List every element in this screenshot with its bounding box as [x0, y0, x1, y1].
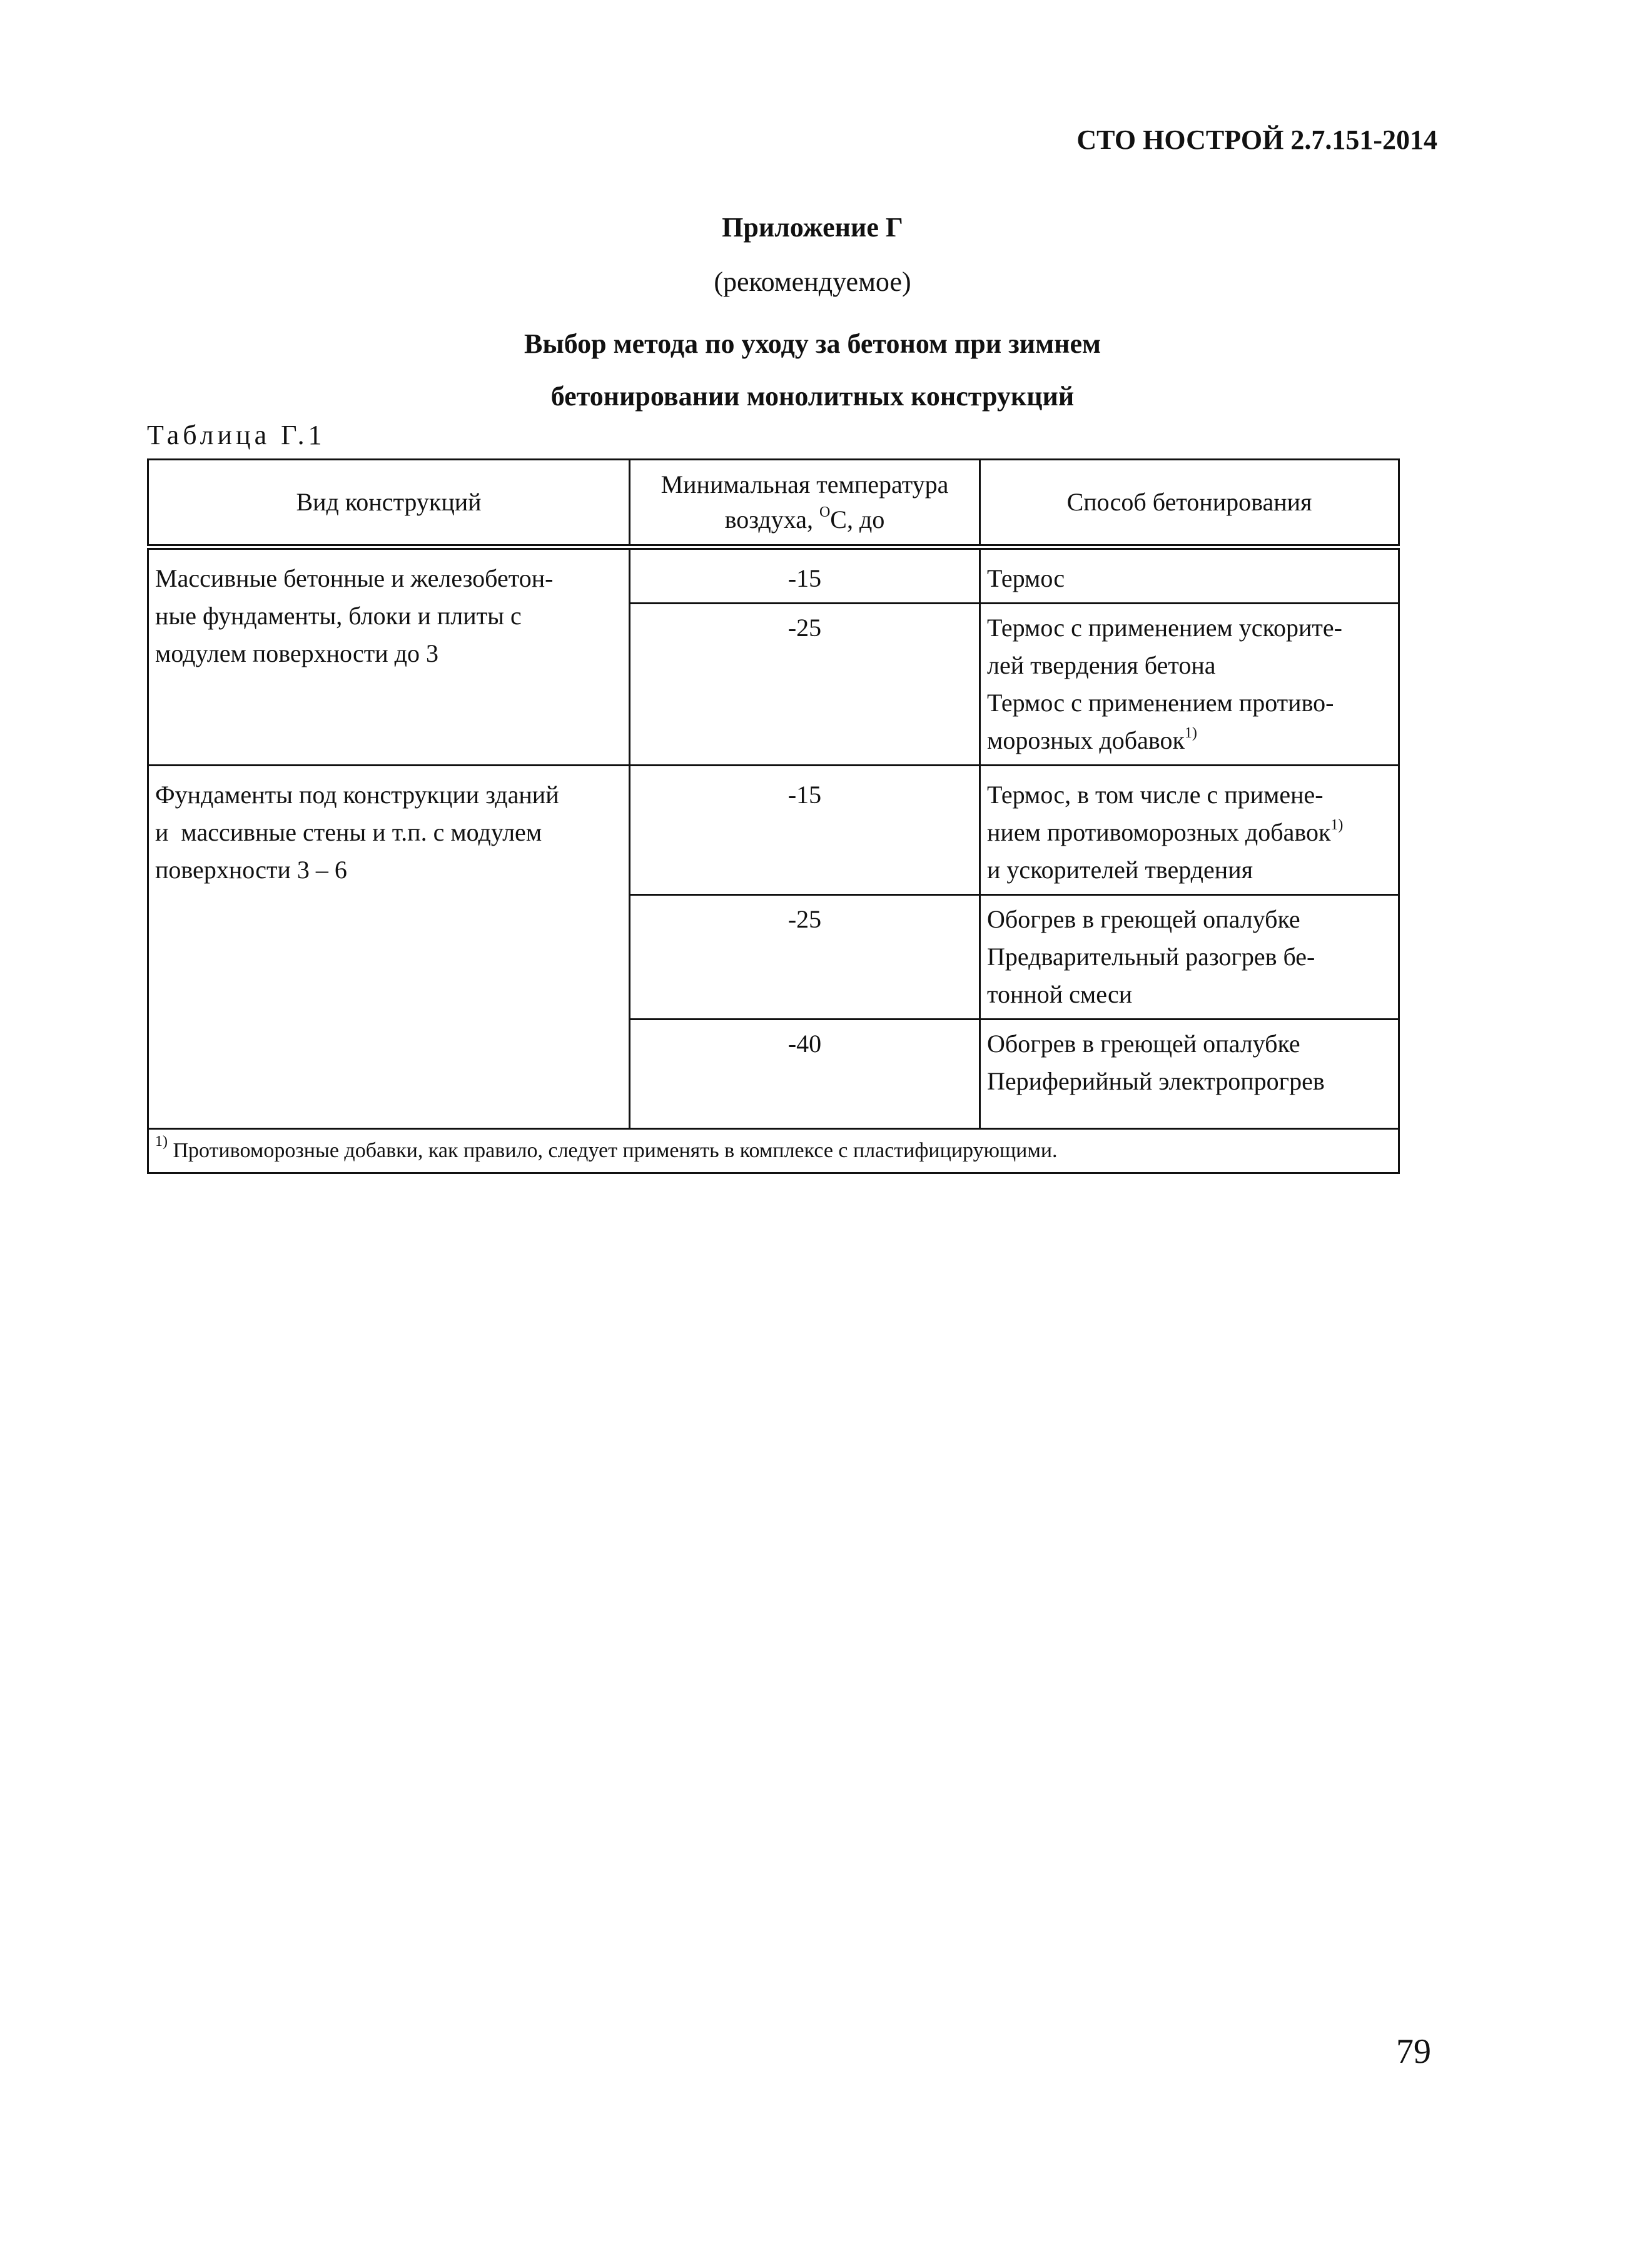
type-line: поверхности 3 – 6 [155, 856, 347, 884]
temperature-cell: -25 [630, 604, 980, 766]
footnote-cell [148, 1129, 1399, 1173]
header-temp-post: С, до [830, 505, 885, 534]
header-concreting-method: Способ бетонирования [980, 460, 1399, 547]
table-footnote-row [148, 1129, 1399, 1173]
type-line: ные фундаменты, блоки и плиты с [155, 602, 522, 630]
table-row [148, 547, 1399, 604]
temperature-cell: -40 [630, 1020, 980, 1129]
type-line: Массивные бетонные и железобетон- [155, 564, 554, 592]
table-row [148, 766, 1399, 895]
temperature-cell: -15 [630, 547, 980, 604]
header-min-temperature-line1: Минимальная температура [661, 470, 949, 499]
method-line: и ускорителей твердения [987, 856, 1253, 884]
page-number: 79 [1396, 2032, 1431, 2071]
construction-type-cell [148, 547, 630, 766]
method-line: Термос, в том числе с примене- [987, 781, 1324, 809]
appendix-heading-line1: Выбор метода по уходу за бетоном при зимнем [524, 328, 1101, 359]
footnote-text: Противоморозные добавки, как правило, следует применять в комплексе с пластифицирующими. [168, 1139, 1058, 1162]
type-line: и массивные стены и т.п. с модулем [155, 818, 542, 846]
method-line: Термос [987, 564, 1065, 592]
method-line: лей твердения бетона [987, 651, 1216, 679]
method-line: тонной смеси [987, 980, 1133, 1008]
appendix-status: (рекомендуемое) [714, 266, 911, 297]
temperature-cell: -15 [630, 766, 980, 895]
method-line [987, 722, 1392, 759]
appendix-heading-line2: бетонировании монолитных конструкций [550, 381, 1075, 412]
method-line-text: нием противоморозных добавок [987, 818, 1331, 846]
header-min-temperature-line2 [637, 502, 973, 537]
appendix-title: Приложение Г [722, 212, 903, 243]
header-construction-type: Вид конструкций [148, 460, 630, 547]
type-line: Фундаменты под конструкции зданий [155, 781, 559, 809]
method-line-text: морозных добавок [987, 726, 1185, 754]
winter-concreting-table [147, 458, 1398, 1174]
appendix-heading [0, 318, 1625, 423]
method-line: Периферийный электропрогрев [987, 1067, 1325, 1095]
document-code: СТО НОСТРОЙ 2.7.151-2014 [1076, 124, 1437, 155]
footnote-ref: 1) [1330, 817, 1344, 833]
table-header-row [148, 460, 1399, 547]
method-line [987, 814, 1392, 851]
method-line: Обогрев в греющей опалубке [987, 905, 1300, 933]
footnote-ref: 1) [1184, 725, 1197, 741]
method-line: Термос с применением противо- [987, 689, 1334, 717]
method-cell [980, 766, 1399, 895]
header-temp-pre: воздуха, [724, 505, 819, 534]
header-degree-sup: O [819, 504, 831, 520]
method-cell [980, 1020, 1399, 1129]
method-line: Термос с применением ускорите- [987, 614, 1342, 642]
method-line: Обогрев в греющей опалубке [987, 1030, 1300, 1058]
table-caption: Таблица Г.1 [147, 420, 326, 450]
temperature-cell: -25 [630, 895, 980, 1020]
method-cell [980, 895, 1399, 1020]
construction-type-cell [148, 766, 630, 1129]
footnote-marker: 1) [155, 1133, 168, 1150]
method-cell [980, 604, 1399, 766]
type-line: модулем поверхности до 3 [155, 639, 438, 667]
method-cell [980, 547, 1399, 604]
method-line: Предварительный разогрев бе- [987, 943, 1315, 971]
header-min-temperature [630, 460, 980, 547]
